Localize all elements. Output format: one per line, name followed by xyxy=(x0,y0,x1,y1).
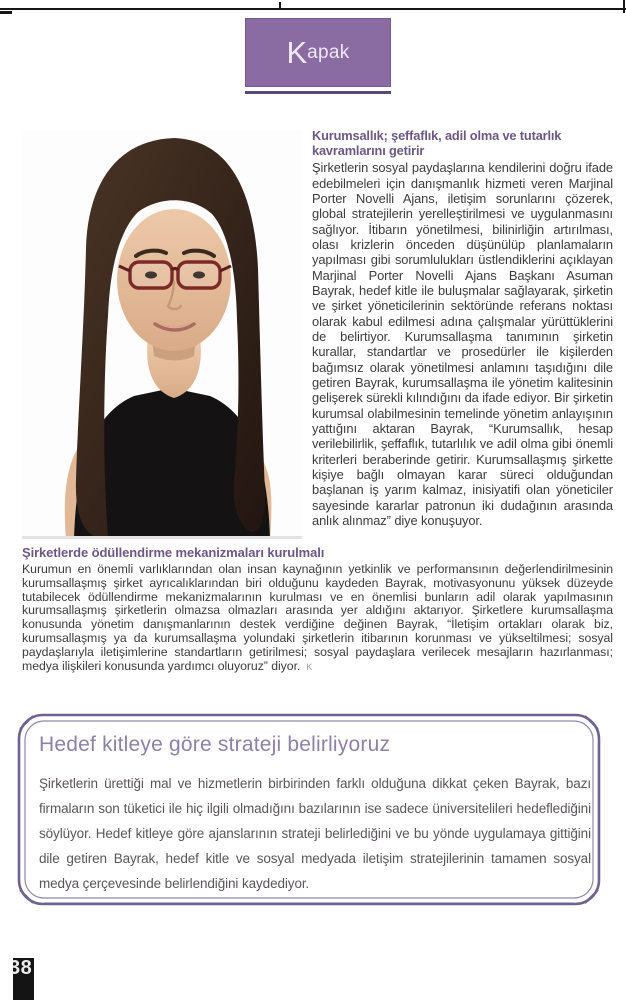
end-of-article-mark: K xyxy=(306,661,313,672)
section-paragraph-text: Kurumun en önemli varlıklarından olan insan kaynağının yetkinlik ve performansının değerlendirilmesinin kurumsallaşmış şirket ayrıcalıklarından biri olduğunu kaydeden Bayrak, motivasyonunu yüksek düzeyde tutabilecek ödüllendirme mekanizmalarının kurulması ve en önemlisi bunların adil olarak yapılmasının kurumsallaşmış şirketlerin olmazsa olmazları arasında yer aldığını aktarıyor. Şirketlere kurumsallaşma konusunda yönetim danışmanlarının destek verdiğine değinen Bayrak, “İletişim ortakları olarak biz, kurumsallaşmış ya da kurumsallaşma yolundaki şirketlerin itibarının korunması ve yükseltilmesi; sosyal paydaşlarıyla iletişimlerine standartların getirilmesi; sosyal paydaşlara verilecek mesajların hazırlanması; medya ilişkileri konusunda yardımcı oluyoruz” diyor. xyxy=(22,562,613,673)
section-tab-rest: apak xyxy=(307,42,350,63)
crop-tick-middle xyxy=(279,2,281,8)
woman-portrait-illustration xyxy=(22,130,302,539)
portrait-photo xyxy=(22,130,302,539)
crop-tick-right xyxy=(623,0,625,13)
intro-column xyxy=(312,129,613,528)
page-footer xyxy=(0,955,80,1000)
top-rule xyxy=(0,8,626,10)
section-tab-kapak xyxy=(245,18,391,87)
page-number: 38 xyxy=(9,957,33,979)
section-heading: Şirketlerde ödüllendirme mekanizmaları kurulmalı xyxy=(22,545,325,560)
quote-box-paragraph: Şirketlerin ürettiği mal ve hizmetlerin birbirinden farklı olduğuna dikkat çeken Bayrak, bazı firmaların son tüketici ile hiç ilgili olmadığını bazılarının ise sadece üniversitelileri hedeflediğini söylüyor. Hedef kitleye göre ajanslarının strateji belirlediğini ve bu yönde uygulamaya gittiğini dile getiren Bayrak, hedef kitle ve sosyal medyada iletişim stratejilerinin tamamen sosyal medya çerçevesinde belirlendiğini kaydediyor. xyxy=(39,776,591,891)
intro-paragraph: Şirketlerin sosyal paydaşlarına kendilerini doğru ifade edebilmeleri için danışmanlık hizmeti veren Marjinal Porter Novelli Ajans, iletişim sorunlarını çözerek, global stratejilerin yerelleştirilmesi ve uygulanmasını sağlıyor. İtibarın yönetilmesi, bilinirliğin artırılması, olası krizlerin önceden düşünülüp planlamaların yapılması gibi sorumlulukları üstlendiklerini açıklayan Marjinal Porter Novelli Ajans Başkanı Asuman Bayrak, hedef kitle ile buluşmalar sağlayarak, şirketin ve şirket yöneticilerinin sektöründe referans noktası olarak kabul edilmesi adına çalışmalar yürüttüklerini de belirtiyor. Kurumsallaşma tanımının şirketin kurallar, standartlar ve prosedürler ile kişilerden bağımsız olarak yönetilmesi anlamını taşıdığını dile getiren Bayrak, kurumsallaşma ile yönetim kalitesinin gelişerek sürekli kılındığını da ifade ediyor. Bir şirketin kurumsal olabilmesinin temelinde yönetim anlayışının yattığını aktaran Bayrak, “Kurumsallık, hesap verilebilirlik, şeffaflık, tutarlılık ve adil olma gibi önemli kriterleri beraberinde getirir. Kurumsallaşmış şirkette kişiye bağlı olmayan karar süreci olduğundan başlanan iş yarım kalmaz, inisiyatifi olan yöneticiler sayesinde kararlar patronun iki dudağının arasında anlık alınmaz” diye konuşuyor. xyxy=(312,160,613,529)
strategy-quote-box xyxy=(17,713,601,906)
section-tab-initial: K xyxy=(286,35,308,70)
section-tab-underline xyxy=(245,91,391,94)
quote-box-heading: Hedef kitleye göre strateji belirliyoruz xyxy=(39,733,391,756)
rewards-section xyxy=(22,545,613,674)
crop-tick-left xyxy=(0,11,12,14)
intro-heading: Kurumsallık; şeffaflık, adil olma ve tutarlık kavramlarını getirir xyxy=(312,128,562,158)
section-paragraph xyxy=(22,563,613,674)
